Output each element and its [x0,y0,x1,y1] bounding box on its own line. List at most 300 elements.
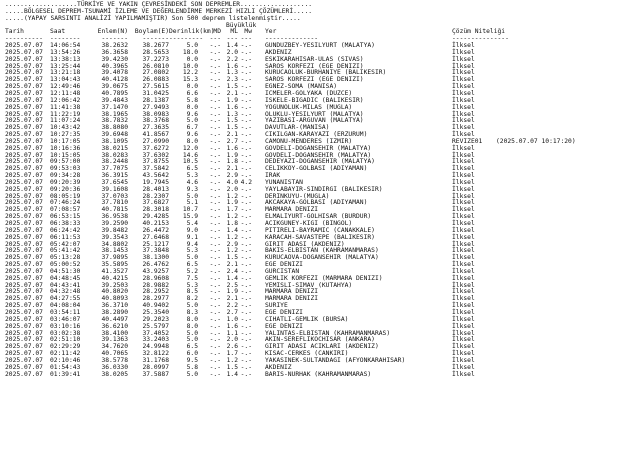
row-location: MARMARA DENIZI [265,288,319,296]
row-md: -.- [209,356,221,364]
row-depth: 5.4 [186,220,198,227]
row-longitude: 26.0810 [142,62,169,70]
row-ml: 1.7 [226,350,238,358]
row-date: 2025.07.07 [5,172,43,180]
row-date: 2025.07.07 [5,199,43,207]
row-ml: 1.3 [226,69,238,77]
row-ml: 1.2 [226,247,238,255]
row-md: -.- [209,315,221,323]
row-date: 2025.07.07 [5,206,43,214]
row-ml: 1.8 [226,220,238,227]
row-ml: 1.9 [226,151,238,159]
row-longitude: 28.9608 [142,274,169,282]
row-longitude: 37.6272 [142,144,169,152]
row-mw: -.- [240,103,252,111]
row-ml: 2.2 [226,55,238,63]
row-date: 2025.07.07 [5,158,43,166]
row-time: 13:38:13 [50,55,81,63]
row-mw: -.- [240,199,252,207]
row-quality: İlksel [452,233,475,241]
row-depth: 5.8 [186,96,198,104]
row-time: 10:17:05 [50,137,81,145]
row-quality: İlksel [452,55,475,63]
row-md: -.- [209,274,221,282]
row-location: CIKILGAN-KARAYAZI (ERZURUM) [265,131,368,139]
row-location: GURCISTAN [265,267,300,275]
row-depth: 6.5 [186,165,198,173]
row-latitude: 34.8802 [101,240,128,248]
row-depth: 6.5 [186,343,198,351]
row-longitude: 19.7945 [142,178,169,186]
row-md: -.- [209,178,221,186]
row-date: 2025.07.07 [5,96,43,104]
row-quality: İlksel [452,308,475,316]
row-date: 2025.07.07 [5,110,43,118]
row-latitude: 40.4215 [101,274,128,282]
row-location: IRAK [265,172,281,180]
row-mw: -.- [240,220,252,227]
row-ml: 2.9 [226,240,238,248]
row-quality: İlksel [452,370,475,378]
row-longitude: 32.8122 [142,350,169,358]
row-latitude: 38.2448 [101,158,128,166]
row-time: 04:51:30 [50,267,81,275]
row-md: -.- [209,172,221,180]
row-quality: İlksel [452,350,475,358]
row-depth: 14.6 [182,151,198,159]
row-longitude: 28.4013 [142,185,169,193]
row-md: -.- [209,336,221,344]
row-md: -.- [209,261,221,269]
row-location: AKDENIZ [265,48,292,56]
row-ml: 1.4 [226,226,238,234]
row-location: KURUCAOVA-DOGANSEHIR (MALATYA) [265,254,379,262]
row-mw: 4.2 [240,178,252,186]
row-depth: 9.1 [186,233,198,241]
row-time: 06:53:15 [50,213,81,221]
row-ml: 2.4 [226,267,238,275]
row-md: -.- [209,151,221,159]
row-longitude: 25.3540 [142,308,169,316]
row-mw: -.- [240,42,252,50]
row-md: -.- [209,131,221,139]
row-latitude: 39.6948 [101,131,128,139]
row-quality: İlksel [452,172,475,180]
row-longitude: 43.5642 [142,172,169,180]
row-quality: İlksel [452,83,475,91]
row-latitude: 37.6545 [101,178,128,186]
row-quality: İlksel [452,199,475,207]
row-longitude: 28.2977 [142,295,169,303]
row-longitude: 27.0802 [142,69,169,77]
row-ml: 1.4 [226,370,238,378]
row-md: -.- [209,329,221,337]
row-mw: -.- [240,144,252,152]
row-mw: -.- [240,233,252,241]
row-time: 09:34:28 [50,172,81,180]
row-ml: 2.0 [226,336,238,344]
row-latitude: 38.1453 [101,247,128,255]
row-quality: İlksel [452,144,475,152]
row-location: OLUKLU-YESILYURT (MALATYA) [265,110,364,118]
col-lat-header: Enlem(N) [97,28,128,36]
row-date: 2025.07.07 [5,131,43,139]
row-date: 2025.07.07 [5,89,43,97]
row-mw: -.- [240,322,252,330]
row-md: -.- [209,185,221,193]
row-md: -.- [209,281,221,289]
row-mw: -.- [240,117,252,125]
row-depth: 5.0 [186,302,198,310]
row-time: 10:16:36 [50,144,81,152]
row-time: 04:08:04 [50,302,81,310]
row-md: -.- [209,144,221,152]
row-time: 05:41:42 [50,247,81,255]
row-date: 2025.07.07 [5,343,43,351]
row-ml: 1.9 [226,199,238,207]
row-location: EGE DENIZI [265,261,303,269]
row-mw: -.- [240,267,252,275]
earthquake-row [5,358,640,365]
row-mw: -.- [240,254,252,262]
row-ml: 2.1 [226,165,238,173]
row-longitude: 40.2153 [142,220,169,227]
row-md: -.- [209,48,221,56]
row-date: 2025.07.07 [5,165,43,173]
row-latitude: 36.3658 [101,48,128,56]
row-time: 10:15:05 [50,151,81,159]
row-longitude: 28.1387 [142,96,169,104]
row-md: -.- [209,55,221,63]
row-ml: 2.1 [226,261,238,269]
row-mw: -.- [240,89,252,97]
row-location: DAVUTLAR-(MANISA) [265,124,330,132]
row-time: 09:53:03 [50,165,81,173]
row-depth: 6.7 [186,124,198,132]
row-ml: 1.2 [226,356,238,364]
row-location: DEDEYAZI-DOGANSEHIR (MALATYA) [265,158,375,166]
row-quality: İlksel [452,76,475,84]
row-mw: -.- [240,343,252,351]
row-quality: İlksel [452,124,475,132]
earthquake-row [5,255,640,262]
row-latitude: 39.8482 [101,226,128,234]
row-quality: İlksel [452,117,475,125]
row-depth: 8.0 [186,137,198,145]
row-depth: 6.5 [186,261,198,269]
row-md: -.- [209,240,221,248]
row-longitude: 27.6468 [142,233,169,241]
row-longitude: 37.4052 [142,329,169,337]
row-md: -.- [209,137,221,145]
row-time: 03:02:38 [50,329,81,337]
row-date: 2025.07.07 [5,83,43,91]
row-ml: 1.8 [226,158,238,166]
page-note: .....(YAPAY SARSINTI ANALİZİ YAPILMAMIŞTIR) Son 500 deprem listelenmiştir..... [5,14,301,22]
row-quality: İlksel [452,315,475,323]
row-date: 2025.07.07 [5,322,43,330]
row-location: DERINKUYU-(MUGLA) [265,192,330,200]
row-date: 2025.07.07 [5,288,43,296]
row-md: -.- [209,213,221,221]
row-latitude: 40.4497 [101,315,128,323]
row-mw: -.- [240,172,252,180]
row-depth: 7.5 [186,274,198,282]
row-md: -.- [209,103,221,111]
row-location: GOVDELI-DOGANSEHIR (MALATYA) [265,151,372,159]
row-longitude: 29.2023 [142,315,169,323]
row-md: -.- [209,192,221,200]
earthquake-row [5,283,640,290]
row-longitude: 28.9882 [142,281,169,289]
row-time: 05:13:28 [50,254,81,262]
row-date: 2025.07.07 [5,281,43,289]
row-latitude: 39.1363 [101,336,128,344]
row-longitude: 27.9493 [142,103,169,111]
row-mw: -.- [240,131,252,139]
row-depth: 5.0 [186,370,198,378]
earthquake-row [5,317,640,324]
row-time: 04:48:45 [50,274,81,282]
row-longitude: 33.2403 [142,336,169,344]
row-location: EGE DENIZI [265,322,303,330]
row-latitude: 39.2590 [101,220,128,227]
row-depth: 5.0 [186,192,198,200]
row-depth: 4.6 [186,178,198,186]
row-date: 2025.07.07 [5,103,43,111]
row-time: 05:42:07 [50,240,81,248]
row-ml: 1.5 [226,363,238,371]
row-time: 02:10:46 [50,356,81,364]
row-mw: -.- [240,308,252,316]
row-ml: 2.3 [226,76,238,84]
row-date: 2025.07.07 [5,48,43,56]
row-location: GEMLIK KORFEZI (MARMARA DENIZI) [265,274,383,282]
row-quality: İlksel [452,240,475,248]
row-mw: -.- [240,62,252,70]
row-mw: -.- [240,350,252,358]
row-depth: 8.5 [186,288,198,296]
row-md: -.- [209,110,221,118]
row-ml: 1.5 [226,124,238,132]
row-date: 2025.07.07 [5,117,43,125]
row-mw: -.- [240,165,252,173]
row-quality: İlksel [452,69,475,77]
row-quality: İlksel [452,247,475,255]
row-latitude: 37.1470 [101,103,128,111]
row-location: BAKIS-ELBISTAN (KAHRAMANMARAS) [265,247,379,255]
row-mw: -.- [240,363,252,371]
row-md: -.- [209,370,221,378]
row-latitude: 38.2632 [101,42,128,50]
row-quality: İlksel [452,356,475,364]
row-depth: 0.0 [186,83,198,91]
row-md: -.- [209,83,221,91]
row-depth: 5.0 [186,329,198,337]
row-depth: 12.2 [182,69,198,77]
row-latitude: 34.7620 [101,343,128,351]
row-longitude: 28.2952 [142,288,169,296]
row-ml: 2.1 [226,89,238,97]
row-ml: 1.7 [226,206,238,214]
row-latitude: 38.0215 [101,144,128,152]
row-revision-time: (2025.07.07 10:17:20) [496,137,576,145]
row-ml: 2.1 [226,295,238,303]
row-date: 2025.07.07 [5,274,43,282]
row-depth: 10.0 [182,62,198,70]
row-date: 2025.07.07 [5,69,43,77]
row-quality: İlksel [452,288,475,296]
row-depth: 8.0 [186,315,198,323]
row-quality: İlksel [452,96,475,104]
row-location: AKIN-SEREFLIKOCHISAR (ANKARA) [265,336,375,344]
row-location: GOVDELI-DOGANSEHIR (MALATYA) [265,144,372,152]
row-ml: 1.2 [226,192,238,200]
row-latitude: 40.8093 [101,295,128,303]
row-mw: -.- [240,213,252,221]
col-depth-header: Derinlik(km) [169,28,215,36]
row-latitude: 37.7810 [101,199,128,207]
row-ml: 1.3 [226,110,238,118]
row-md: -.- [209,295,221,303]
row-ml: 1.5 [226,254,238,262]
row-location: AKCAKAYA-GOLBASI (ADIYAMAN) [265,199,368,207]
row-location: AKDENIZ [265,363,292,371]
earthquake-row [5,303,640,310]
row-location: KARACAH-SAVASTEPE (BALIKESIR) [265,233,375,241]
row-time: 02:11:42 [50,350,81,358]
row-latitude: 39.4078 [101,69,128,77]
row-quality: İlksel [452,261,475,269]
row-md: -.- [209,363,221,371]
row-ml: 2.9 [226,172,238,180]
page-title: ...................TÜRKİYE VE YAKIN ÇEVRESİNDEKİ SON DEPREMLER................... [5,1,313,8]
row-date: 2025.07.07 [5,144,43,152]
column-header-row [5,29,640,36]
row-date: 2025.07.07 [5,178,43,186]
row-ml: 1.2 [226,213,238,221]
row-quality: İlksel [452,220,475,227]
row-ml: 1.6 [226,103,238,111]
row-time: 10:27:35 [50,131,81,139]
row-mw: -.- [240,370,252,378]
row-mw: -.- [240,151,252,159]
row-ml: 1.9 [226,96,238,104]
row-time: 03:46:07 [50,315,81,323]
row-time: 06:24:42 [50,226,81,234]
row-md: -.- [209,343,221,351]
row-latitude: 39.4230 [101,55,128,63]
row-depth: 5.2 [186,267,198,275]
row-latitude: 38.5778 [101,356,128,364]
row-latitude: 37.9895 [101,254,128,262]
row-ml: 1.5 [226,83,238,91]
row-mw: -.- [240,206,252,214]
row-mw: -.- [240,329,252,337]
row-location: MARMARA DENIZI [265,295,319,303]
row-date: 2025.07.07 [5,261,43,269]
row-quality: İlksel [452,185,475,193]
row-latitude: 39.3543 [101,233,128,241]
row-latitude: 36.9538 [101,213,128,221]
row-location: ISKELE-BIGADIC (BALIKESIR) [265,96,364,104]
row-longitude: 40.9402 [142,302,169,310]
row-date: 2025.07.07 [5,370,43,378]
row-md: -.- [209,158,221,166]
row-latitude: 40.7895 [101,89,128,97]
row-quality: İlksel [452,42,475,50]
row-time: 13:25:44 [50,62,81,70]
row-date: 2025.07.07 [5,308,43,316]
row-md: -.- [209,69,221,77]
row-time: 01:54:43 [50,363,81,371]
row-md: -.- [209,96,221,104]
row-date: 2025.07.07 [5,254,43,262]
row-depth: 8.0 [186,322,198,330]
row-md: -.- [209,233,221,241]
row-location: ACIKGUNEY-KIGI (BINGOL) [265,220,353,227]
row-ml: 1.5 [226,117,238,125]
row-quality: İlksel [452,62,475,70]
row-latitude: 36.3710 [101,302,128,310]
row-location: SAROS KORFEZI (EGE DENIZI) [265,76,364,84]
row-date: 2025.07.07 [5,55,43,63]
row-ml: 4.0 [226,178,238,186]
row-md: -.- [209,89,221,97]
row-md: -.- [209,226,221,234]
row-date: 2025.07.07 [5,240,43,248]
row-date: 2025.07.07 [5,302,43,310]
earthquake-row [5,173,640,180]
row-depth: 5.8 [186,363,198,371]
row-location: YUNANISTAN [265,178,303,186]
row-mw: -.- [240,137,252,145]
row-ml: 2.0 [226,185,238,193]
row-quality: İlksel [452,103,475,111]
row-date: 2025.07.07 [5,315,43,323]
row-mw: -.- [240,315,252,323]
row-latitude: 40.4128 [101,76,128,84]
row-location: EGE DENIZI [265,308,303,316]
row-date: 2025.07.07 [5,42,43,50]
row-date: 2025.07.07 [5,356,43,364]
row-md: -.- [209,220,221,227]
row-date: 2025.07.07 [5,213,43,221]
earthquake-row [5,296,640,303]
row-date: 2025.07.07 [5,247,43,255]
page-subtitle: .....BÖLGESEL DEPREM-TSUNAMİ İZLEME VE DEĞERLENDİRME MERKEZİ HIZLI ÇÖZÜMLERİ..... [5,7,313,15]
row-depth: 5.0 [186,336,198,344]
row-depth: 9.6 [186,131,198,139]
col-quality-header: Çözüm Niteliği [452,28,506,36]
row-depth: 5.3 [186,172,198,180]
row-time: 10:43:42 [50,124,81,132]
row-location: YAYLABAYIR-SINDIRGI (BALIKESIR) [265,185,383,193]
row-time: 07:46:24 [50,199,81,207]
row-quality: İlksel [452,322,475,330]
col-lon-header: Boylam(E) [134,28,169,36]
row-latitude: 37.0703 [101,192,128,200]
row-quality: İlksel [452,213,475,221]
earthquake-row [5,200,640,207]
row-mw: -.- [240,261,252,269]
row-depth: 18.0 [182,48,198,56]
row-mw: -.- [240,110,252,118]
row-date: 2025.07.07 [5,76,43,84]
row-ml: 1.6 [226,322,238,330]
row-depth: 0.0 [186,103,198,111]
row-date: 2025.07.07 [5,350,43,358]
